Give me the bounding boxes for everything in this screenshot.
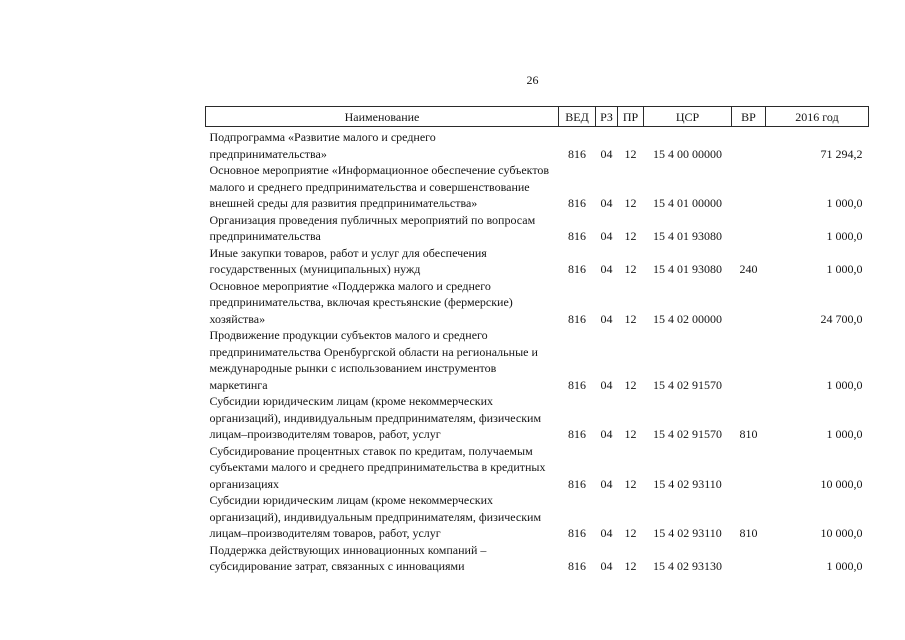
row-name: Основное мероприятие «Информационное обеспечение субъектов малого и среднего предпринимательства и совершенствование внешней среды для развития предпринимательства» — [209, 163, 550, 210]
row-amount: 1 000,0 — [826, 559, 863, 573]
row-csr: 15 4 01 93080 — [653, 229, 722, 243]
table-row — [206, 443, 869, 493]
row-rz: 04 — [600, 262, 613, 276]
row-vr — [732, 212, 766, 245]
table-header — [206, 107, 869, 127]
row-pr: 12 — [624, 377, 637, 392]
table-row — [206, 393, 869, 443]
row-name: Иные закупки товаров, работ и услуг для обеспечения государственных (муниципальных) нужд — [209, 245, 487, 276]
row-amount: 1 000,0 — [826, 229, 863, 243]
row-name: Организация проведения публичных мероприятий по вопросам предпринимательства — [209, 212, 536, 243]
row-csr: 15 4 00 00000 — [653, 146, 722, 161]
row-vr — [732, 127, 766, 163]
row-amount: 1 000,0 — [826, 377, 863, 392]
row-ved: 816 — [568, 526, 586, 540]
table-row — [206, 542, 869, 575]
table-row — [206, 327, 869, 393]
table-body — [206, 127, 869, 575]
row-vr: 810 — [739, 427, 758, 441]
header-rz: РЗ — [596, 107, 618, 127]
row-csr: 15 4 02 93130 — [653, 559, 722, 573]
row-csr: 15 4 02 91570 — [653, 377, 722, 392]
row-amount: 10 000,0 — [820, 526, 863, 540]
row-pr: 12 — [624, 559, 637, 573]
row-amount: 1 000,0 — [826, 196, 863, 210]
row-rz: 04 — [600, 526, 613, 540]
row-pr: 12 — [624, 427, 637, 441]
row-amount: 10 000,0 — [820, 476, 863, 491]
row-csr: 15 4 02 93110 — [653, 476, 722, 491]
row-pr: 12 — [624, 146, 637, 161]
table-row — [206, 127, 869, 163]
row-rz: 04 — [600, 559, 613, 573]
page-number: 26 — [526, 73, 539, 87]
row-ved: 816 — [568, 196, 586, 210]
row-amount: 1 000,0 — [826, 427, 863, 441]
row-pr: 12 — [624, 526, 637, 540]
row-ved: 816 — [568, 377, 586, 392]
row-vr: 240 — [739, 262, 758, 276]
header-pr: ПР — [618, 107, 644, 127]
row-vr — [732, 327, 766, 393]
header-vr: ВР — [732, 107, 766, 127]
table-row — [206, 492, 869, 542]
row-ved: 816 — [568, 262, 586, 276]
row-name: Субсидии юридическим лицам (кроме некоммерческих организаций), индивидуальным предпринимателям, физическим лицам–производителям товаров, работ, услуг — [209, 493, 542, 540]
row-csr: 15 4 02 91570 — [653, 427, 722, 441]
row-rz: 04 — [600, 377, 613, 392]
row-csr: 15 4 02 93110 — [653, 526, 722, 540]
row-vr — [732, 542, 766, 575]
header-ved: ВЕД — [559, 107, 596, 127]
header-csr: ЦСР — [644, 107, 732, 127]
row-csr: 15 4 01 00000 — [653, 196, 722, 210]
row-pr: 12 — [624, 262, 637, 276]
row-name: Основное мероприятие «Поддержка малого и среднего предпринимательства, включая крестьянские (фермерские) хозяйства» — [209, 278, 513, 326]
row-pr: 12 — [624, 229, 637, 243]
row-csr: 15 4 01 93080 — [653, 262, 722, 276]
row-amount: 1 000,0 — [826, 262, 863, 276]
row-ved: 816 — [568, 476, 586, 491]
row-rz: 04 — [600, 427, 613, 441]
row-name: Подпрограмма «Развитие малого и среднего предпринимательства» — [209, 130, 436, 161]
row-name: Продвижение продукции субъектов малого и среднего предпринимательства Оренбургской области на региональные и международные рынки с использованием инструментов маркетинга — [209, 328, 538, 392]
row-ved: 816 — [568, 427, 586, 441]
row-pr: 12 — [624, 476, 637, 491]
row-name: Поддержка действующих инновационных компаний – субсидирование затрат, связанных с инновациями — [209, 542, 487, 573]
row-csr: 15 4 02 00000 — [653, 311, 722, 326]
header-name: Наименование — [206, 107, 559, 127]
row-name: Субсидии юридическим лицам (кроме некоммерческих организаций), индивидуальным предпринимателям, физическим лицам–производителям товаров, работ, услуг — [209, 394, 542, 441]
table-row — [206, 212, 869, 245]
row-amount: 71 294,2 — [820, 146, 863, 161]
row-name: Субсидирование процентных ставок по кредитам, получаемым субъектами малого и среднего предпринимательства в кредитных организациях — [209, 443, 546, 491]
table-row — [206, 162, 869, 212]
header-year: 2016 год — [766, 107, 869, 127]
row-vr: 810 — [739, 526, 758, 540]
row-pr: 12 — [624, 311, 637, 326]
row-rz: 04 — [600, 476, 613, 491]
row-vr — [732, 443, 766, 493]
row-rz: 04 — [600, 229, 613, 243]
table-row — [206, 278, 869, 328]
row-ved: 816 — [568, 559, 586, 573]
table-row — [206, 245, 869, 278]
row-ved: 816 — [568, 229, 586, 243]
row-ved: 816 — [568, 146, 586, 161]
row-vr — [732, 162, 766, 212]
row-rz: 04 — [600, 196, 613, 210]
row-rz: 04 — [600, 146, 613, 161]
row-ved: 816 — [568, 311, 586, 326]
header-row — [206, 107, 869, 127]
row-vr — [732, 278, 766, 328]
row-pr: 12 — [624, 196, 637, 210]
row-amount: 24 700,0 — [820, 311, 863, 326]
row-rz: 04 — [600, 311, 613, 326]
budget-table — [205, 106, 869, 575]
